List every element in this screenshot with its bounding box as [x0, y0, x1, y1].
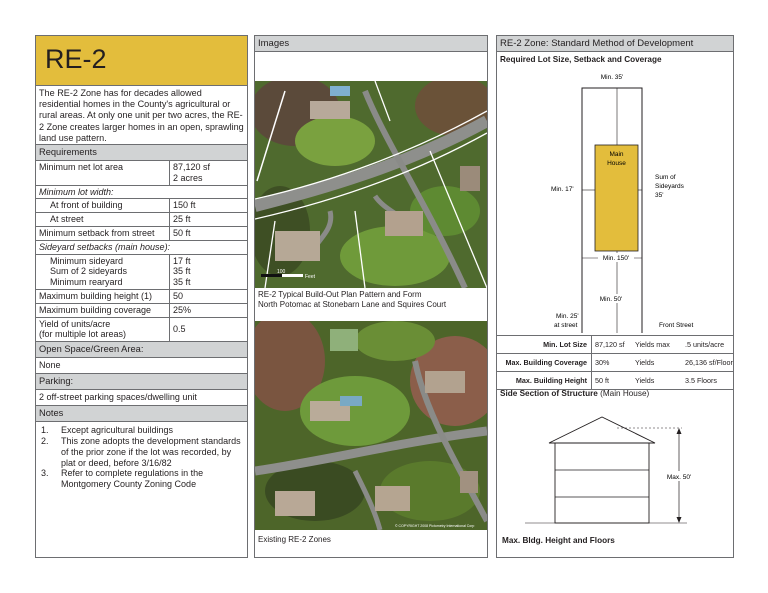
structure-outline — [555, 443, 649, 523]
lot-size-subheader: Required Lot Size, Setback and Coverage — [500, 55, 662, 64]
sum-sideyards-label-1: Sum of — [655, 174, 676, 181]
req-row-sideyard — [36, 241, 247, 255]
note-item — [39, 468, 244, 490]
photo-caption-2: Existing RE-2 Zones — [258, 535, 331, 544]
req-label-line: Sum of 2 sideyards — [50, 266, 128, 277]
stats-row — [497, 353, 733, 371]
req-value: 150 ft — [173, 200, 196, 211]
side-section-note: (Main House) — [600, 389, 650, 398]
note-text: Except agricultural buildings — [61, 425, 174, 436]
req-label-line: (for multiple lot areas) — [39, 329, 127, 340]
stats-value: 50 ft — [595, 376, 609, 385]
req-value: 25 ft — [173, 214, 191, 225]
note-text: Refer to complete regulations in the Montgomery County Zoning Code — [61, 468, 204, 490]
side-section-title-text: Side Section of Structure — [500, 389, 598, 398]
req-value: 50 ft — [173, 227, 191, 238]
req-label — [36, 318, 170, 342]
images-panel — [254, 35, 488, 558]
notes-header: Notes — [36, 406, 247, 422]
req-value: 50 — [173, 290, 184, 301]
stats-yield-value: .5 units/acre — [685, 340, 725, 349]
caption-line: North Potomac at Stonebarn Lane and Squires Court — [258, 299, 447, 309]
stats-label: Min. Lot Size — [497, 336, 592, 353]
req-label-line: Yield of units/acre — [39, 318, 111, 329]
req-label: Minimum setback from street — [36, 227, 170, 240]
req-row-yield — [36, 318, 247, 343]
req-row-max-coverage — [36, 304, 247, 318]
dim-min-35: Min. 35' — [600, 74, 624, 81]
stats-yield-value: 26,136 sf/Floor — [685, 358, 733, 367]
zone-title: RE-2 — [45, 44, 107, 74]
req-value-line: 17 ft — [173, 255, 191, 266]
front-street-label: Front Street — [659, 322, 694, 329]
req-row-max-height — [36, 290, 247, 304]
open-space-header: Open Space/Green Area: — [36, 342, 247, 358]
req-row-min-lot-area — [36, 161, 247, 186]
dim-min-25: Min. 25' — [556, 313, 579, 320]
caption-line: RE-2 Typical Build-Out Plan Pattern and Form — [258, 290, 422, 299]
req-subheading: Minimum lot width: — [39, 186, 114, 197]
req-row-min-lot-width — [36, 186, 247, 200]
stats-yield-label: Yields — [635, 358, 655, 367]
req-value: 0.5 — [173, 323, 186, 334]
req-row-sideyard-values — [36, 255, 247, 290]
req-subheading: Sideyard setbacks (main house): — [39, 241, 171, 252]
parking-value: 2 off-street parking spaces/dwelling unit — [36, 390, 247, 406]
requirements-header: Requirements — [36, 144, 247, 161]
dim-min-17: Min. 17' — [551, 186, 574, 193]
main-house-label-2: House — [607, 160, 626, 167]
zone-title-box — [36, 36, 247, 86]
side-section-title — [500, 389, 649, 398]
req-row-min-setback — [36, 227, 247, 241]
note-item — [39, 425, 244, 436]
dim-min-25-street: at street — [554, 322, 578, 329]
max-50-label: Max. 50' — [666, 474, 692, 481]
req-label-line: Minimum sideyard — [50, 255, 124, 266]
req-label — [36, 255, 170, 289]
standard-method-panel — [496, 35, 734, 558]
dim-min-50: Min. 50' — [599, 296, 623, 303]
note-item — [39, 436, 244, 468]
main-house-label-1: Main — [609, 151, 624, 158]
req-value-line: 35 ft — [173, 266, 191, 277]
copyright-text: © COPYRIGHT 2008 Pictometry International Corp — [395, 524, 475, 528]
req-value-line: 87,120 sf — [173, 162, 211, 172]
aerial-photo-buildout — [255, 81, 487, 288]
stats-label: Max. Building Coverage — [497, 354, 592, 371]
stats-yield-value: 3.5 Floors — [685, 376, 717, 385]
roof-outline — [549, 417, 655, 443]
req-label-line: Minimum rearyard — [50, 277, 123, 288]
bottom-caption: Max. Bldg. Height and Floors — [502, 536, 615, 545]
req-row-at-front — [36, 199, 247, 213]
aerial-photo-existing — [255, 321, 487, 530]
open-space-value: None — [36, 358, 247, 374]
req-label: Minimum net lot area — [36, 161, 170, 185]
photo-caption-1 — [258, 290, 446, 309]
req-label: Maximum building coverage — [36, 304, 170, 317]
images-header: Images — [255, 36, 487, 52]
req-value: 25% — [173, 304, 192, 315]
stats-value: 87,120 sf — [595, 340, 625, 349]
parking-header: Parking: — [36, 374, 247, 390]
stats-yield-label: Yields max — [635, 340, 670, 349]
stats-row — [497, 371, 733, 390]
stats-label: Max. Building Height — [497, 372, 592, 389]
req-label: At street — [36, 213, 170, 226]
zone-intro: The RE-2 Zone has for decades allowed residential homes in the County's agricultural or rural areas. At only one unit per two acres, the RE-2 Zone creates larger homes in an open, sprawling land use pattern. — [39, 88, 244, 143]
stats-yield-label: Yields — [635, 376, 655, 385]
req-value — [170, 161, 247, 185]
sum-sideyards-label-3: 35' — [655, 192, 664, 199]
req-label: Maximum building height (1) — [36, 290, 170, 303]
note-number: 2. — [41, 435, 49, 446]
note-text: This zone adopts the development standards of the prior zone if the lot was recorded, by plat or deed, before 3/16/82 — [61, 435, 241, 468]
requirements-panel — [35, 35, 248, 558]
scale-bar-unit: Feet — [305, 274, 316, 280]
stats-table — [497, 335, 733, 390]
standard-method-header: RE-2 Zone: Standard Method of Development — [497, 36, 733, 52]
req-row-at-street — [36, 213, 247, 227]
req-value-line: 35 ft — [173, 277, 191, 288]
stats-value: 30% — [595, 358, 610, 367]
note-number: 3. — [41, 468, 49, 479]
req-value-line: 2 acres — [173, 172, 203, 183]
dim-min-150: Min. 150' — [602, 255, 630, 262]
sum-sideyards-label-2: Sideyards — [655, 183, 684, 190]
stats-row — [497, 335, 733, 353]
notes-list — [36, 422, 247, 490]
side-section-diagram — [497, 408, 733, 530]
lot-diagram — [497, 68, 733, 333]
req-label: At front of building — [36, 199, 170, 212]
req-value — [170, 255, 247, 289]
scale-bar-label: 100 — [277, 269, 286, 275]
note-number: 1. — [41, 425, 49, 436]
